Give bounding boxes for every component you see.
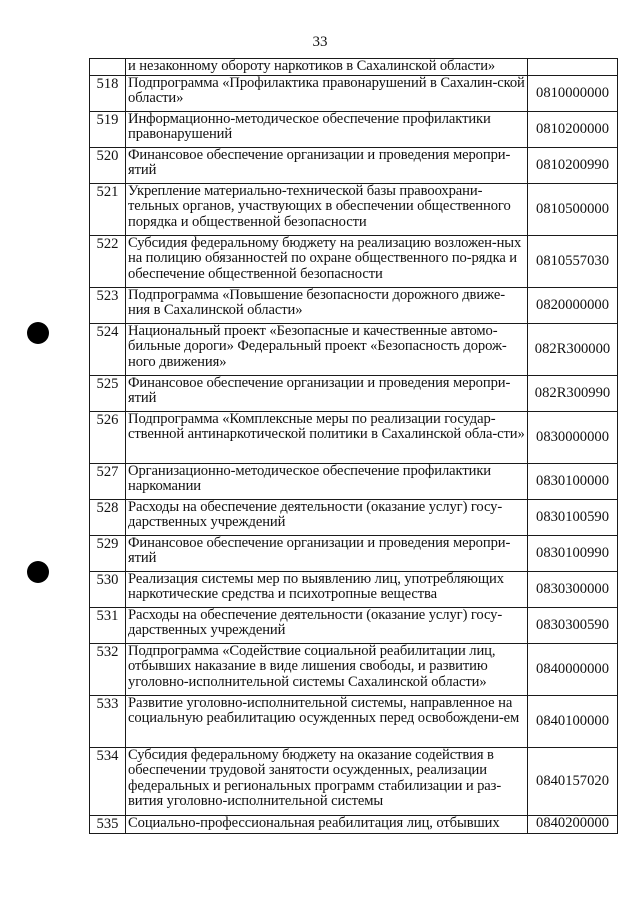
table-row (90, 236, 618, 288)
row-number: 522 (90, 236, 126, 288)
table-row (90, 816, 618, 834)
table-row (90, 536, 618, 572)
table-row (90, 572, 618, 608)
row-number (90, 59, 126, 76)
row-name: Субсидия федеральному бюджету на реализацию возложен-ных на полицию обязанностей по охране общественного по-рядка и обеспечение общественной безопасности (126, 236, 528, 288)
row-name: Расходы на обеспечение деятельности (оказание услуг) госу-дарственных учреждений (126, 500, 528, 536)
row-number: 532 (90, 644, 126, 696)
table-row (90, 184, 618, 236)
table-row (90, 696, 618, 748)
row-number: 531 (90, 608, 126, 644)
row-name: Финансовое обеспечение организации и проведения меропри-ятий (126, 148, 528, 184)
row-code: 0830100590 (528, 500, 618, 536)
row-code: 0840157020 (528, 748, 618, 816)
row-name: Подпрограмма «Содействие социальной реабилитации лиц, отбывших наказание в виде лишения свободы, и развитию уголовно-исполнительной системы Сахалинской области» (126, 644, 528, 696)
table-row (90, 288, 618, 324)
table-row (90, 76, 618, 112)
table-row (90, 500, 618, 536)
row-code: 0830100000 (528, 464, 618, 500)
row-number: 530 (90, 572, 126, 608)
row-name: Реализация системы мер по выявлению лиц, употребляющих наркотические средства и психотропные вещества (126, 572, 528, 608)
table-row (90, 112, 618, 148)
row-number: 529 (90, 536, 126, 572)
binder-hole-icon (27, 322, 49, 344)
table-row (90, 148, 618, 184)
row-code: 0840200000 (528, 816, 618, 834)
table-row (90, 748, 618, 816)
row-number: 519 (90, 112, 126, 148)
row-code: 0810500000 (528, 184, 618, 236)
row-name: Развитие уголовно-исполнительной системы, направленное на социальную реабилитацию осужденных перед освобождени-ем (126, 696, 528, 748)
table-row (90, 644, 618, 696)
row-number: 535 (90, 816, 126, 834)
row-code: 0810200000 (528, 112, 618, 148)
table-row (90, 324, 618, 376)
row-name: Подпрограмма «Повышение безопасности дорожного движе-ния в Сахалинской области» (126, 288, 528, 324)
row-name: Подпрограмма «Комплексные меры по реализации государ-ственной антинаркотической политики в Сахалинской обла-сти» (126, 412, 528, 464)
row-code: 0810000000 (528, 76, 618, 112)
row-name: Расходы на обеспечение деятельности (оказание услуг) госу-дарственных учреждений (126, 608, 528, 644)
row-number: 520 (90, 148, 126, 184)
row-name: Укрепление материально-технической базы правоохрани-тельных органов, участвующих в обеспечении общественного порядка и общественной безопасности (126, 184, 528, 236)
row-code: 082R300990 (528, 376, 618, 412)
budget-classification-table (89, 58, 618, 834)
row-number: 518 (90, 76, 126, 112)
row-code: 082R300000 (528, 324, 618, 376)
row-name: Финансовое обеспечение организации и проведения меропри-ятий (126, 376, 528, 412)
row-code: 0830000000 (528, 412, 618, 464)
table-row (90, 412, 618, 464)
table-row (90, 59, 618, 76)
row-number: 528 (90, 500, 126, 536)
row-number: 525 (90, 376, 126, 412)
row-number: 526 (90, 412, 126, 464)
row-name: Национальный проект «Безопасные и качественные автомо-бильные дороги» Федеральный проект «Безопасность дорож-ного движения» (126, 324, 528, 376)
binder-hole-icon (27, 561, 49, 583)
row-number: 524 (90, 324, 126, 376)
row-code (528, 59, 618, 76)
row-number: 521 (90, 184, 126, 236)
row-code: 0830300590 (528, 608, 618, 644)
table-row (90, 376, 618, 412)
row-code: 0820000000 (528, 288, 618, 324)
row-name: Финансовое обеспечение организации и проведения меропри-ятий (126, 536, 528, 572)
row-name: Социально-профессиональная реабилитация лиц, отбывших (126, 816, 528, 834)
row-name: Информационно-методическое обеспечение профилактики правонарушений (126, 112, 528, 148)
row-number: 527 (90, 464, 126, 500)
row-code: 0840000000 (528, 644, 618, 696)
table-row (90, 608, 618, 644)
row-name: Подпрограмма «Профилактика правонарушений в Сахалин-ской области» (126, 76, 528, 112)
row-code: 0840100000 (528, 696, 618, 748)
table-row (90, 464, 618, 500)
row-code: 0830300000 (528, 572, 618, 608)
row-number: 534 (90, 748, 126, 816)
row-code: 0810557030 (528, 236, 618, 288)
row-number: 533 (90, 696, 126, 748)
row-number: 523 (90, 288, 126, 324)
page-number: 33 (312, 34, 328, 50)
row-code: 0830100990 (528, 536, 618, 572)
row-name: Субсидия федеральному бюджету на оказание содействия в обеспечении трудовой занятости осужденных, реализации федеральных и региональных программ стабилизации и раз-вития уголовно-исполнительной системы (126, 748, 528, 816)
row-name: и незаконному обороту наркотиков в Сахалинской области» (126, 59, 528, 76)
row-name: Организационно-методическое обеспечение профилактики наркомании (126, 464, 528, 500)
row-code: 0810200990 (528, 148, 618, 184)
